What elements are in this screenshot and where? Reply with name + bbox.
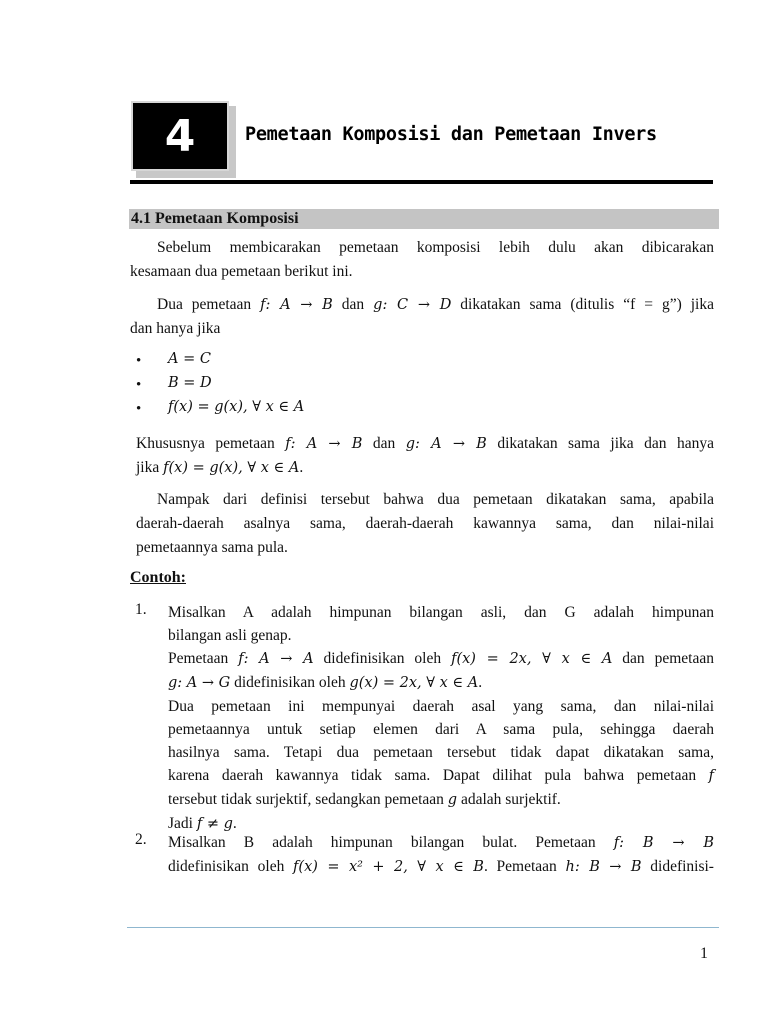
example-2-line-2: didefinisikan oleh f(x) = x² + 2, ∀ x ∈ B. Pemetaan h: B → B didefinisi- [168, 858, 714, 875]
example-1-line-10: Jadi f ≠ g. [168, 815, 237, 832]
example-1-line-5: Dua pemetaan ini mempunyai daerah asal yang sama, dan nilai-nilai [168, 698, 714, 715]
example-1-line-9: tersebut tidak surjektif, sedangkan pemetaan g adalah surjektif. [168, 791, 561, 808]
bullet-dot: • [136, 377, 142, 393]
chapter-title: Pemetaan Komposisi dan Pemetaan Invers [245, 124, 657, 145]
intro-paragraph [130, 236, 714, 284]
example-1-number: 1. [135, 601, 147, 618]
example-1 [168, 601, 714, 836]
definition-line-1: Dua pemetaan f: A → B dan g: C → D dikatakan sama (ditulis “f = g”) jika [157, 296, 714, 313]
observation-line-1: Nampak dari definisi tersebut bahwa dua pemetaan dikatakan sama, apabila [157, 491, 714, 508]
footer-rule [127, 927, 719, 928]
chapter-title-rule [130, 180, 713, 184]
math-f-map: f: A → B [260, 297, 333, 313]
example-1-line-3: Pemetaan f: A → A didefinisikan oleh f(x) = 2x, ∀ x ∈ A dan pemetaan [168, 650, 715, 667]
bullet-dot: • [136, 353, 142, 369]
observation-line-3: pemetaannya sama pula. [136, 539, 288, 556]
example-2-number: 2. [135, 831, 147, 848]
example-2-line-1: Misalkan B adalah himpunan bilangan bulat. Pemetaan f: B → B [168, 834, 714, 851]
example-1-line-6: pemetaannya untuk setiap elemen dari A sama pula, sehingga daerah [168, 721, 714, 738]
definition-paragraph [130, 293, 714, 341]
chapter-number-box [131, 101, 229, 171]
example-1-line-7: hasilnya sama. Tetapi dua pemetaan tersebut tidak dapat dikatakan sama, [168, 744, 714, 761]
intro-line-1: Sebelum membicarakan pemetaan komposisi lebih dulu akan dibicarakan [157, 239, 714, 256]
example-2 [168, 831, 714, 879]
special-line-1: Khususnya pemetaan f: A → B dan g: A → B dikatakan sama jika dan hanya [136, 435, 714, 452]
definition-line-2: dan hanya jika [130, 320, 221, 337]
example-1-line-4: g: A → G didefinisikan oleh g(x) = 2x, ∀ x ∈ A. [168, 674, 483, 691]
condition-values-equal: f(x) = g(x), ∀ x ∈ A [168, 399, 305, 415]
condition-domain-equal: A = C [168, 351, 211, 367]
example-1-line-1: Misalkan A adalah himpunan bilangan asli, dan G adalah himpunan [168, 604, 714, 621]
special-case-paragraph [130, 432, 714, 480]
observation-paragraph [136, 488, 714, 560]
example-1-line-8: karena daerah kawannya tidak sama. Dapat dilihat pula bahwa pemetaan f [168, 767, 714, 784]
special-line-2: jika f(x) = g(x), ∀ x ∈ A. [136, 459, 304, 476]
example-1-line-2: bilangan asli genap. [168, 627, 292, 644]
bullet-dot: • [136, 401, 142, 417]
math-g-map: g: C → D [373, 297, 452, 313]
observation-line-2: daerah-daerah asalnya sama, daerah-daerah kawannya sama, dan nilai-nilai [136, 515, 714, 532]
intro-line-2: kesamaan dua pemetaan berikut ini. [130, 263, 353, 280]
example-label: Contoh: [130, 569, 187, 586]
section-heading: 4.1 Pemetaan Komposisi [131, 210, 299, 227]
chapter-number: 4 [164, 110, 196, 162]
condition-codomain-equal: B = D [168, 375, 212, 391]
page-number: 1 [700, 945, 708, 962]
